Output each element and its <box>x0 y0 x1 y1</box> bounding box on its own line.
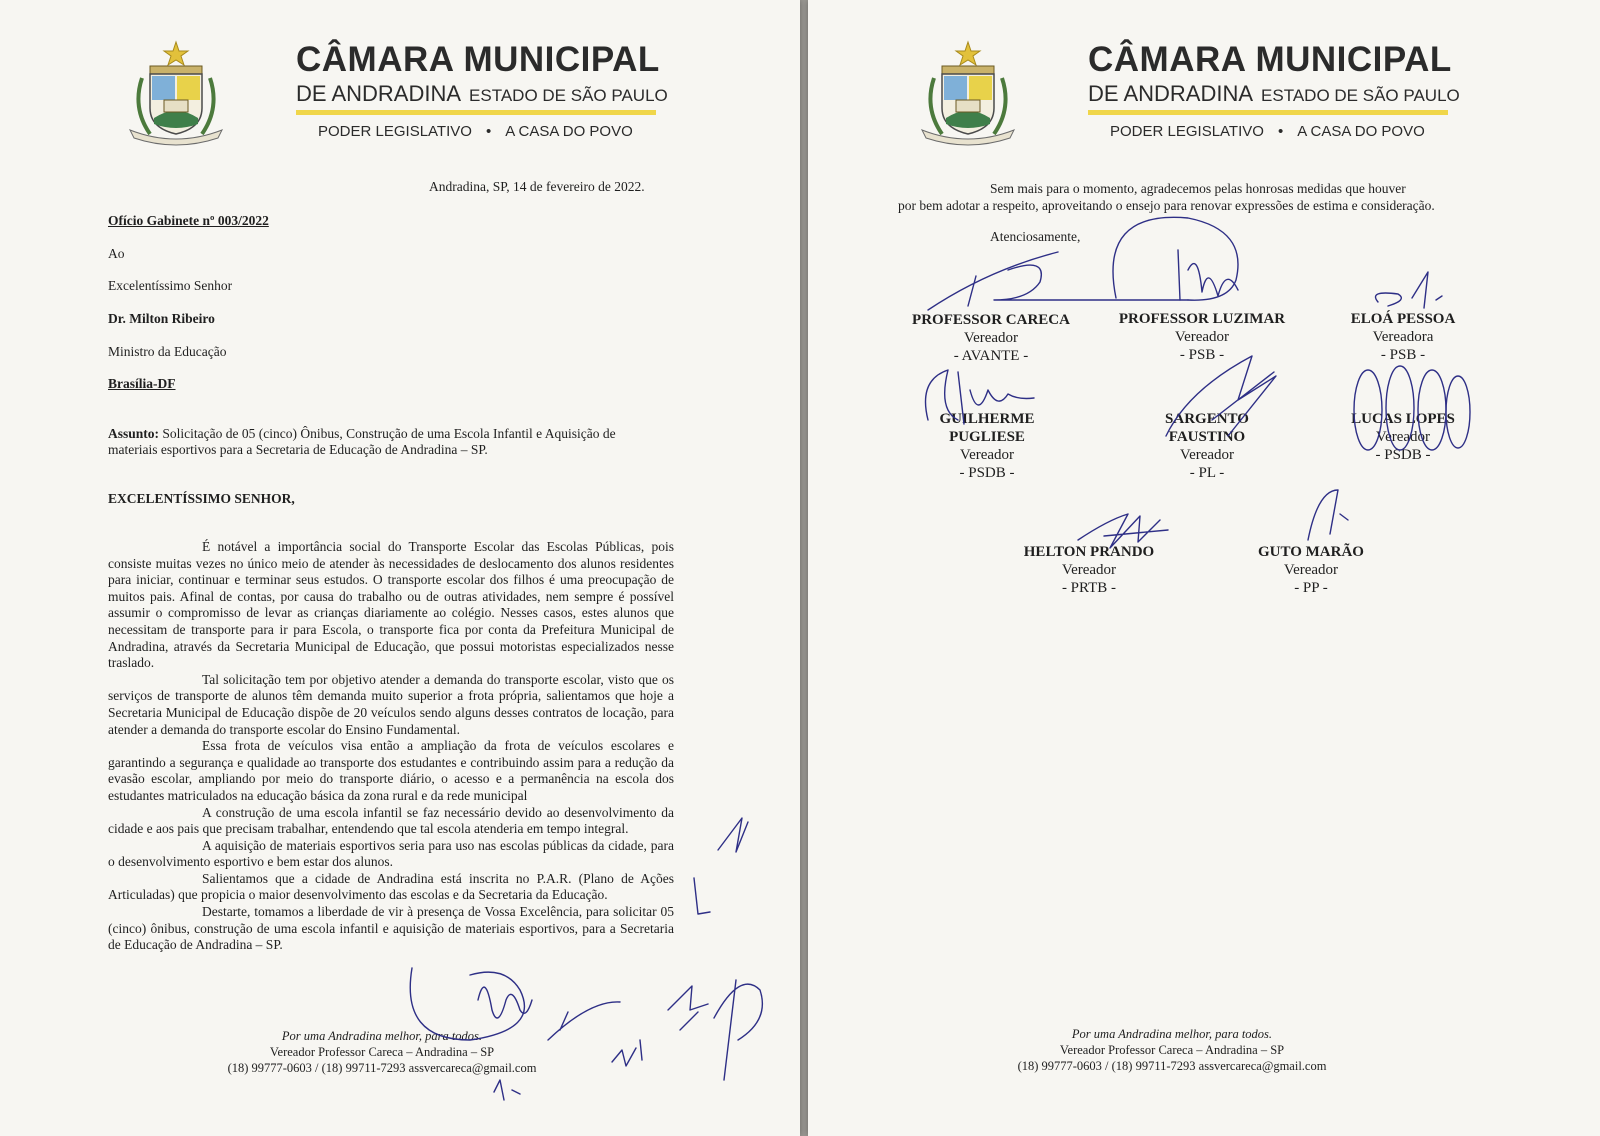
letter-footer <box>972 1026 1372 1074</box>
signatory-role: Vereador <box>963 330 1019 346</box>
signatory-block <box>994 543 1184 597</box>
recipient-title: Ministro da Educação <box>108 344 227 359</box>
letter-body <box>108 539 674 954</box>
letterhead-state: ESTADO DE SÃO PAULO <box>1261 86 1460 105</box>
subject-line-2: materiais esportivos para a Secretaria de Educação de Andradina – SP. <box>108 442 488 457</box>
letterhead-accent-bar <box>1088 110 1448 115</box>
letter-subject <box>108 426 616 443</box>
footer-contact: (18) 99777-0603 / (18) 99711-7293 assvercareca@gmail.com <box>227 1061 537 1075</box>
signatory-party: - PSDB - <box>959 465 1015 481</box>
signatory-block <box>1112 410 1302 482</box>
signatory-name: GUTO MARÃO <box>1258 544 1364 560</box>
signatory-role: Vereador <box>1061 562 1117 578</box>
letter-footer <box>182 1028 582 1076</box>
letterhead-motto <box>318 123 633 140</box>
signatory-role: Vereador <box>1174 329 1230 345</box>
signatory-block <box>1216 543 1406 597</box>
signatory-role: Vereadora <box>1372 329 1434 345</box>
letter-page-2 <box>808 0 1600 1136</box>
letterhead-title: CÂMARA MUNICIPAL <box>1088 40 1452 79</box>
recipient-city: Brasília-DF <box>108 376 176 391</box>
motto-right: A CASA DO POVO <box>1297 123 1425 140</box>
recipient-name: Dr. Milton Ribeiro <box>108 311 215 326</box>
closing-paragraph <box>898 181 1448 214</box>
coat-of-arms-icon <box>912 38 1024 150</box>
letterhead-subtitle <box>296 81 668 107</box>
letterhead-city: DE ANDRADINA <box>296 81 462 106</box>
coat-of-arms-icon <box>120 38 232 150</box>
signatory-party: - AVANTE - <box>953 348 1029 364</box>
subject-line-1: Solicitação de 05 (cinco) Ônibus, Construção de uma Escola Infantil e Aquisição de <box>162 426 616 441</box>
signatory-name-line-2: PUGLIESE <box>949 429 1025 445</box>
letter-to: Ao <box>108 246 125 261</box>
paragraph: A construção de uma escola infantil se faz necessário devido ao desenvolvimento da cidade e aos pais que precisam trabalhar, entendendo que tal escola atenderia em tempo integral. <box>108 804 674 837</box>
signatory-name: PROFESSOR LUZIMAR <box>1118 311 1286 327</box>
letter-salutation-line: Excelentíssimo Senhor <box>108 278 233 293</box>
signatory-name: PROFESSOR CARECA <box>912 312 1070 328</box>
motto-left: PODER LEGISLATIVO <box>1110 123 1264 140</box>
letter-date: Andradina, SP, 14 de fevereiro de 2022. <box>429 179 645 194</box>
letter-greeting: EXCELENTÍSSIMO SENHOR, <box>108 491 295 506</box>
signatory-party: - PRTB - <box>1061 580 1117 596</box>
paragraph: Salientamos que a cidade de Andradina está inscrita no P.A.R. (Plano de Ações Articuladas) que propicia o maior desenvolvimento das escolas e da Secretaria da Educação. <box>108 870 674 903</box>
signatory-role: Vereador <box>1375 429 1431 445</box>
signatory-name: GUILHERME <box>939 411 1035 427</box>
subject-label: Assunto: <box>108 426 160 441</box>
letterhead-city: DE ANDRADINA <box>1088 81 1254 106</box>
signatory-role: Vereador <box>1179 447 1235 463</box>
closing-rest: por bem adotar a respeito, aproveitando o ensejo para renovar expressões de estima e consideração. <box>898 197 1435 213</box>
letter-reference: Ofício Gabinete nº 003/2022 <box>108 213 269 228</box>
paragraph: Tal solicitação tem por objetivo atender a demanda do transporte escolar, visto que os serviços de transporte de alunos têm demanda muito superior a frota própria, salientamos que hoje a Secretaria Municipal de Educação dispõe de 20 veículos sendo alguns desses contratos de locação, para atender a demanda do transporte escolar do Ensino Fundamental. <box>108 671 674 737</box>
paragraph: Destarte, tomamos a liberdade de vir à presença de Vossa Excelência, para solicitar 05 (cinco) ônibus, construção de uma escola infantil e aquisição de materiais esportivos, para a Secretaria de Educação de Andradina – SP. <box>108 904 674 953</box>
handwritten-signatures-icon <box>808 0 1600 1136</box>
signatory-name-line-2: FAUSTINO <box>1168 429 1246 445</box>
signatory-name: ELOÁ PESSOA <box>1350 311 1456 327</box>
signatory-name: HELTON PRANDO <box>1023 544 1155 560</box>
signatory-name: SARGENTO <box>1165 411 1249 427</box>
signatory-party: - PSB - <box>1380 347 1426 363</box>
footer-motto: Por uma Andradina melhor, para todos. <box>281 1029 483 1043</box>
letter-regards: Atenciosamente, <box>990 229 1081 244</box>
paragraph: Essa frota de veículos visa então a ampliação da frota de veículos escolares e garantindo a segurança e qualidade ao transporte dos estudantes e contribuindo assim para a redução da evasão escolar, ampliando por meio do transporte diário, o acesso e a permanência na escola dos estudantes matriculados na educação básica da zona rural e da rede municipal <box>108 738 674 803</box>
signatory-block <box>896 311 1086 365</box>
letterhead-accent-bar <box>296 110 656 115</box>
paragraph: A aquisição de materiais esportivos seria para uso nas escolas públicas da cidade, para o desenvolvimento esportivo e bem estar dos alunos. <box>108 837 674 870</box>
signatory-block <box>1107 310 1297 364</box>
footer-motto: Por uma Andradina melhor, para todos. <box>1071 1027 1273 1041</box>
motto-separator: • <box>1277 123 1284 140</box>
signatory-block <box>1308 310 1498 364</box>
paragraph: É notável a importância social do Transporte Escolar das Escolas Públicas, pois consiste muitas vezes no único meio de atender às necessidades de deslocamento dos alunos residentes para iniciar, continuar e terminar seus estudos. O transporte escolar dos filhos é uma preocupação de muitos pais. Afinal de contas, por causa do trabalho ou de outras atividades, nem sempre é possível assumir o compromisso de levar as crianças diariamente ao colégio. Nesses casos, estes alunos que necessitam de transporte para ir para Escola, o transporte fica por conta da Prefeitura Municipal de Andradina, através da Secretaria Municipal de Educação, que possui motoristas especializados nesse traslado. <box>108 539 674 671</box>
signatory-party: - PP - <box>1294 580 1328 596</box>
signatory-name: LUCAS LOPES <box>1351 411 1455 427</box>
footer-sender: Vereador Professor Careca – Andradina – SP <box>1059 1043 1285 1057</box>
closing-line-1: Sem mais para o momento, agradecemos pelas honrosas medidas que houver <box>990 181 1406 196</box>
letterhead-subtitle <box>1088 81 1460 107</box>
signatory-block <box>892 410 1082 482</box>
letterhead-title: CÂMARA MUNICIPAL <box>296 40 660 79</box>
signatory-role: Vereador <box>1283 562 1339 578</box>
signatory-party: - PSB - <box>1179 347 1225 363</box>
motto-separator: • <box>485 123 492 140</box>
signatory-block <box>1308 410 1498 464</box>
letterhead-state: ESTADO DE SÃO PAULO <box>469 86 668 105</box>
signatory-party: - PL - <box>1189 465 1225 481</box>
letterhead-motto <box>1110 123 1425 140</box>
footer-sender: Vereador Professor Careca – Andradina – SP <box>269 1045 495 1059</box>
motto-left: PODER LEGISLATIVO <box>318 123 472 140</box>
signatory-party: - PSDB - <box>1375 447 1431 463</box>
motto-right: A CASA DO POVO <box>505 123 633 140</box>
signatory-role: Vereador <box>959 447 1015 463</box>
footer-contact: (18) 99777-0603 / (18) 99711-7293 assvercareca@gmail.com <box>1017 1059 1327 1073</box>
